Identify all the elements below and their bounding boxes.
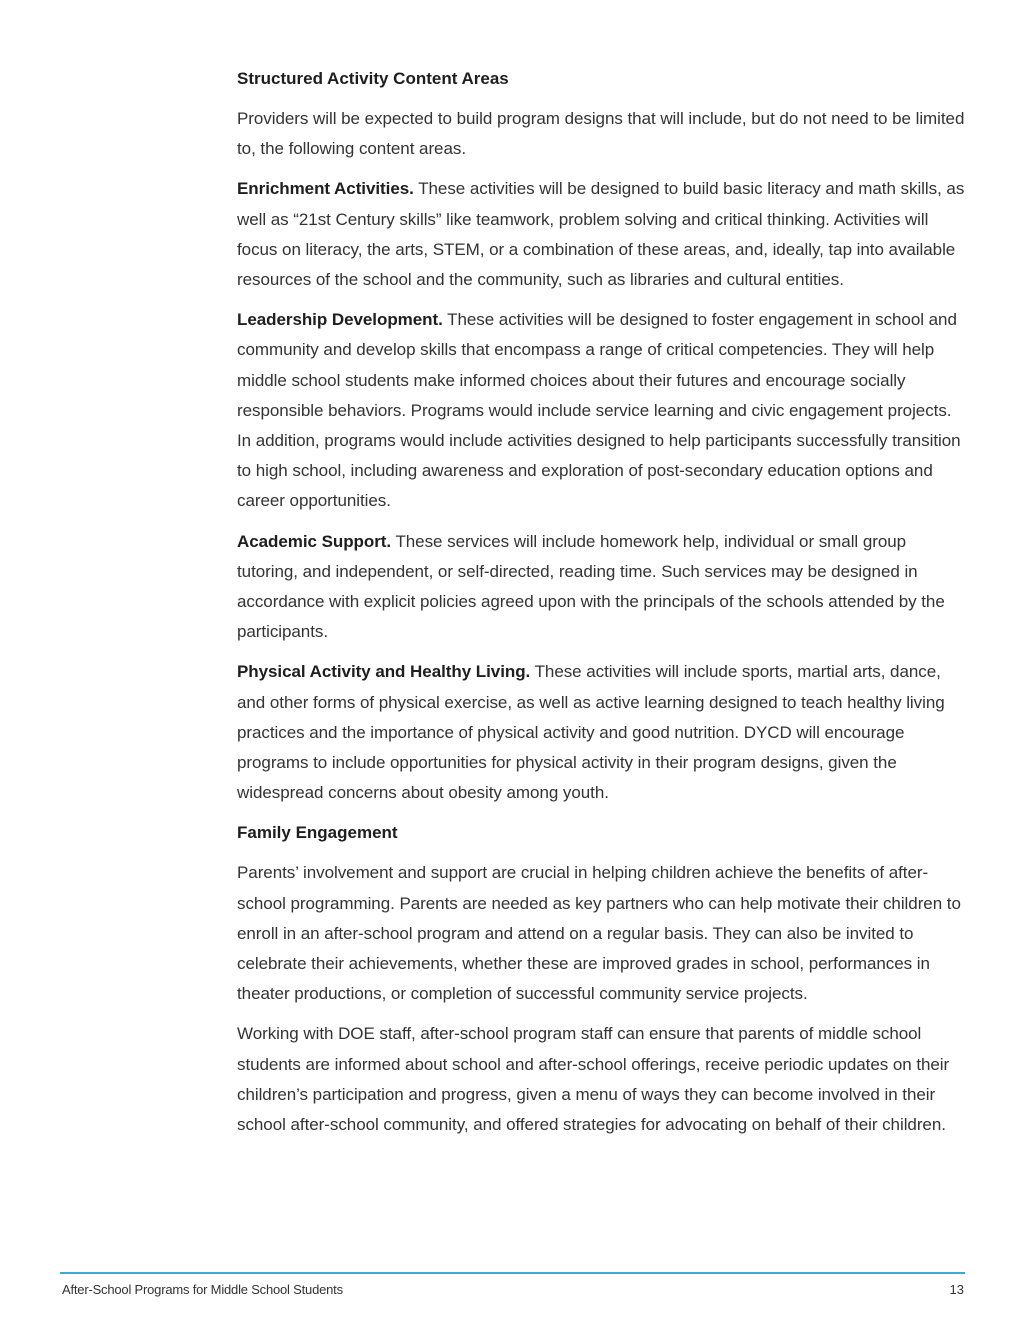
- physical-text: These activities will include sports, martial arts, dance, and other forms of physical exercise, as well as active learning designed to teach healthy living practices and the importance of physical activity and good nutrition. DYCD will encourage programs to include opportunities for physical activity in their program designs, given the widespread concerns about obesity among youth.: [237, 662, 945, 803]
- academic-text: These services will include homework help, individual or small group tutoring, and independent, or self-directed, reading time. Such services may be designed in accordance with explicit policies agreed upon with the principals of the schools attended by the participants.: [237, 531, 945, 642]
- footer-title: After-School Programs for Middle School Students: [62, 1282, 343, 1297]
- enrichment-text: These activities will be designed to build basic literacy and math skills, as well as “21st Century skills” like teamwork, problem solving and critical thinking. Activities will focus on literacy, the arts, STEM, or a combination of these areas, and, ideally, tap into available resources of the school and the community, such as libraries and cultural entities.: [237, 179, 965, 290]
- section-heading-family-engagement: Family Engagement: [237, 823, 398, 843]
- family-paragraph-2: Working with DOE staff, after-school program staff can ensure that parents of middle school students are informed about school and after-school offerings, receive periodic updates on their children’s participation and progress, given a menu of ways they can become involved in their school after-school community, and offered strategies for advocating on behalf of their children.: [237, 1024, 950, 1135]
- academic-lead: Academic Support.: [237, 531, 392, 551]
- structured-intro-paragraph: Providers will be expected to build program designs that will include, but do not need to be limited to, the following content areas.: [237, 109, 965, 159]
- enrichment-paragraph: [237, 174, 967, 295]
- leadership-text: These activities will be designed to foster engagement in school and community and develop skills that encompass a range of critical competencies. They will help middle school students make informed choices about their futures and encourage socially responsible behaviors. Programs would include service learning and civic engagement projects. In addition, programs would include activities designed to help participants successfully transition to high school, including awareness and exploration of post-secondary education options and career opportunities.: [237, 310, 961, 511]
- enrichment-lead: Enrichment Activities.: [237, 179, 414, 199]
- family-paragraph-1: Parents’ involvement and support are crucial in helping children achieve the benefits of after-school programming. Parents are needed as key partners who can help motivate their children to enroll in an after-school program and attend on a regular basis. They can also be invited to celebrate their achievements, whether these are improved grades in school, performances in theater productions, or completion of successful community service projects.: [237, 863, 961, 1004]
- physical-paragraph: [237, 657, 967, 808]
- academic-paragraph: [237, 527, 967, 648]
- leadership-lead: Leadership Development.: [237, 310, 443, 330]
- document-body: [237, 64, 967, 1150]
- page-number: 13: [949, 1282, 964, 1297]
- section-heading-structured-activity: Structured Activity Content Areas: [237, 69, 509, 88]
- leadership-paragraph: [237, 305, 967, 516]
- physical-lead: Physical Activity and Healthy Living.: [237, 662, 531, 682]
- footer-divider: [60, 1272, 965, 1274]
